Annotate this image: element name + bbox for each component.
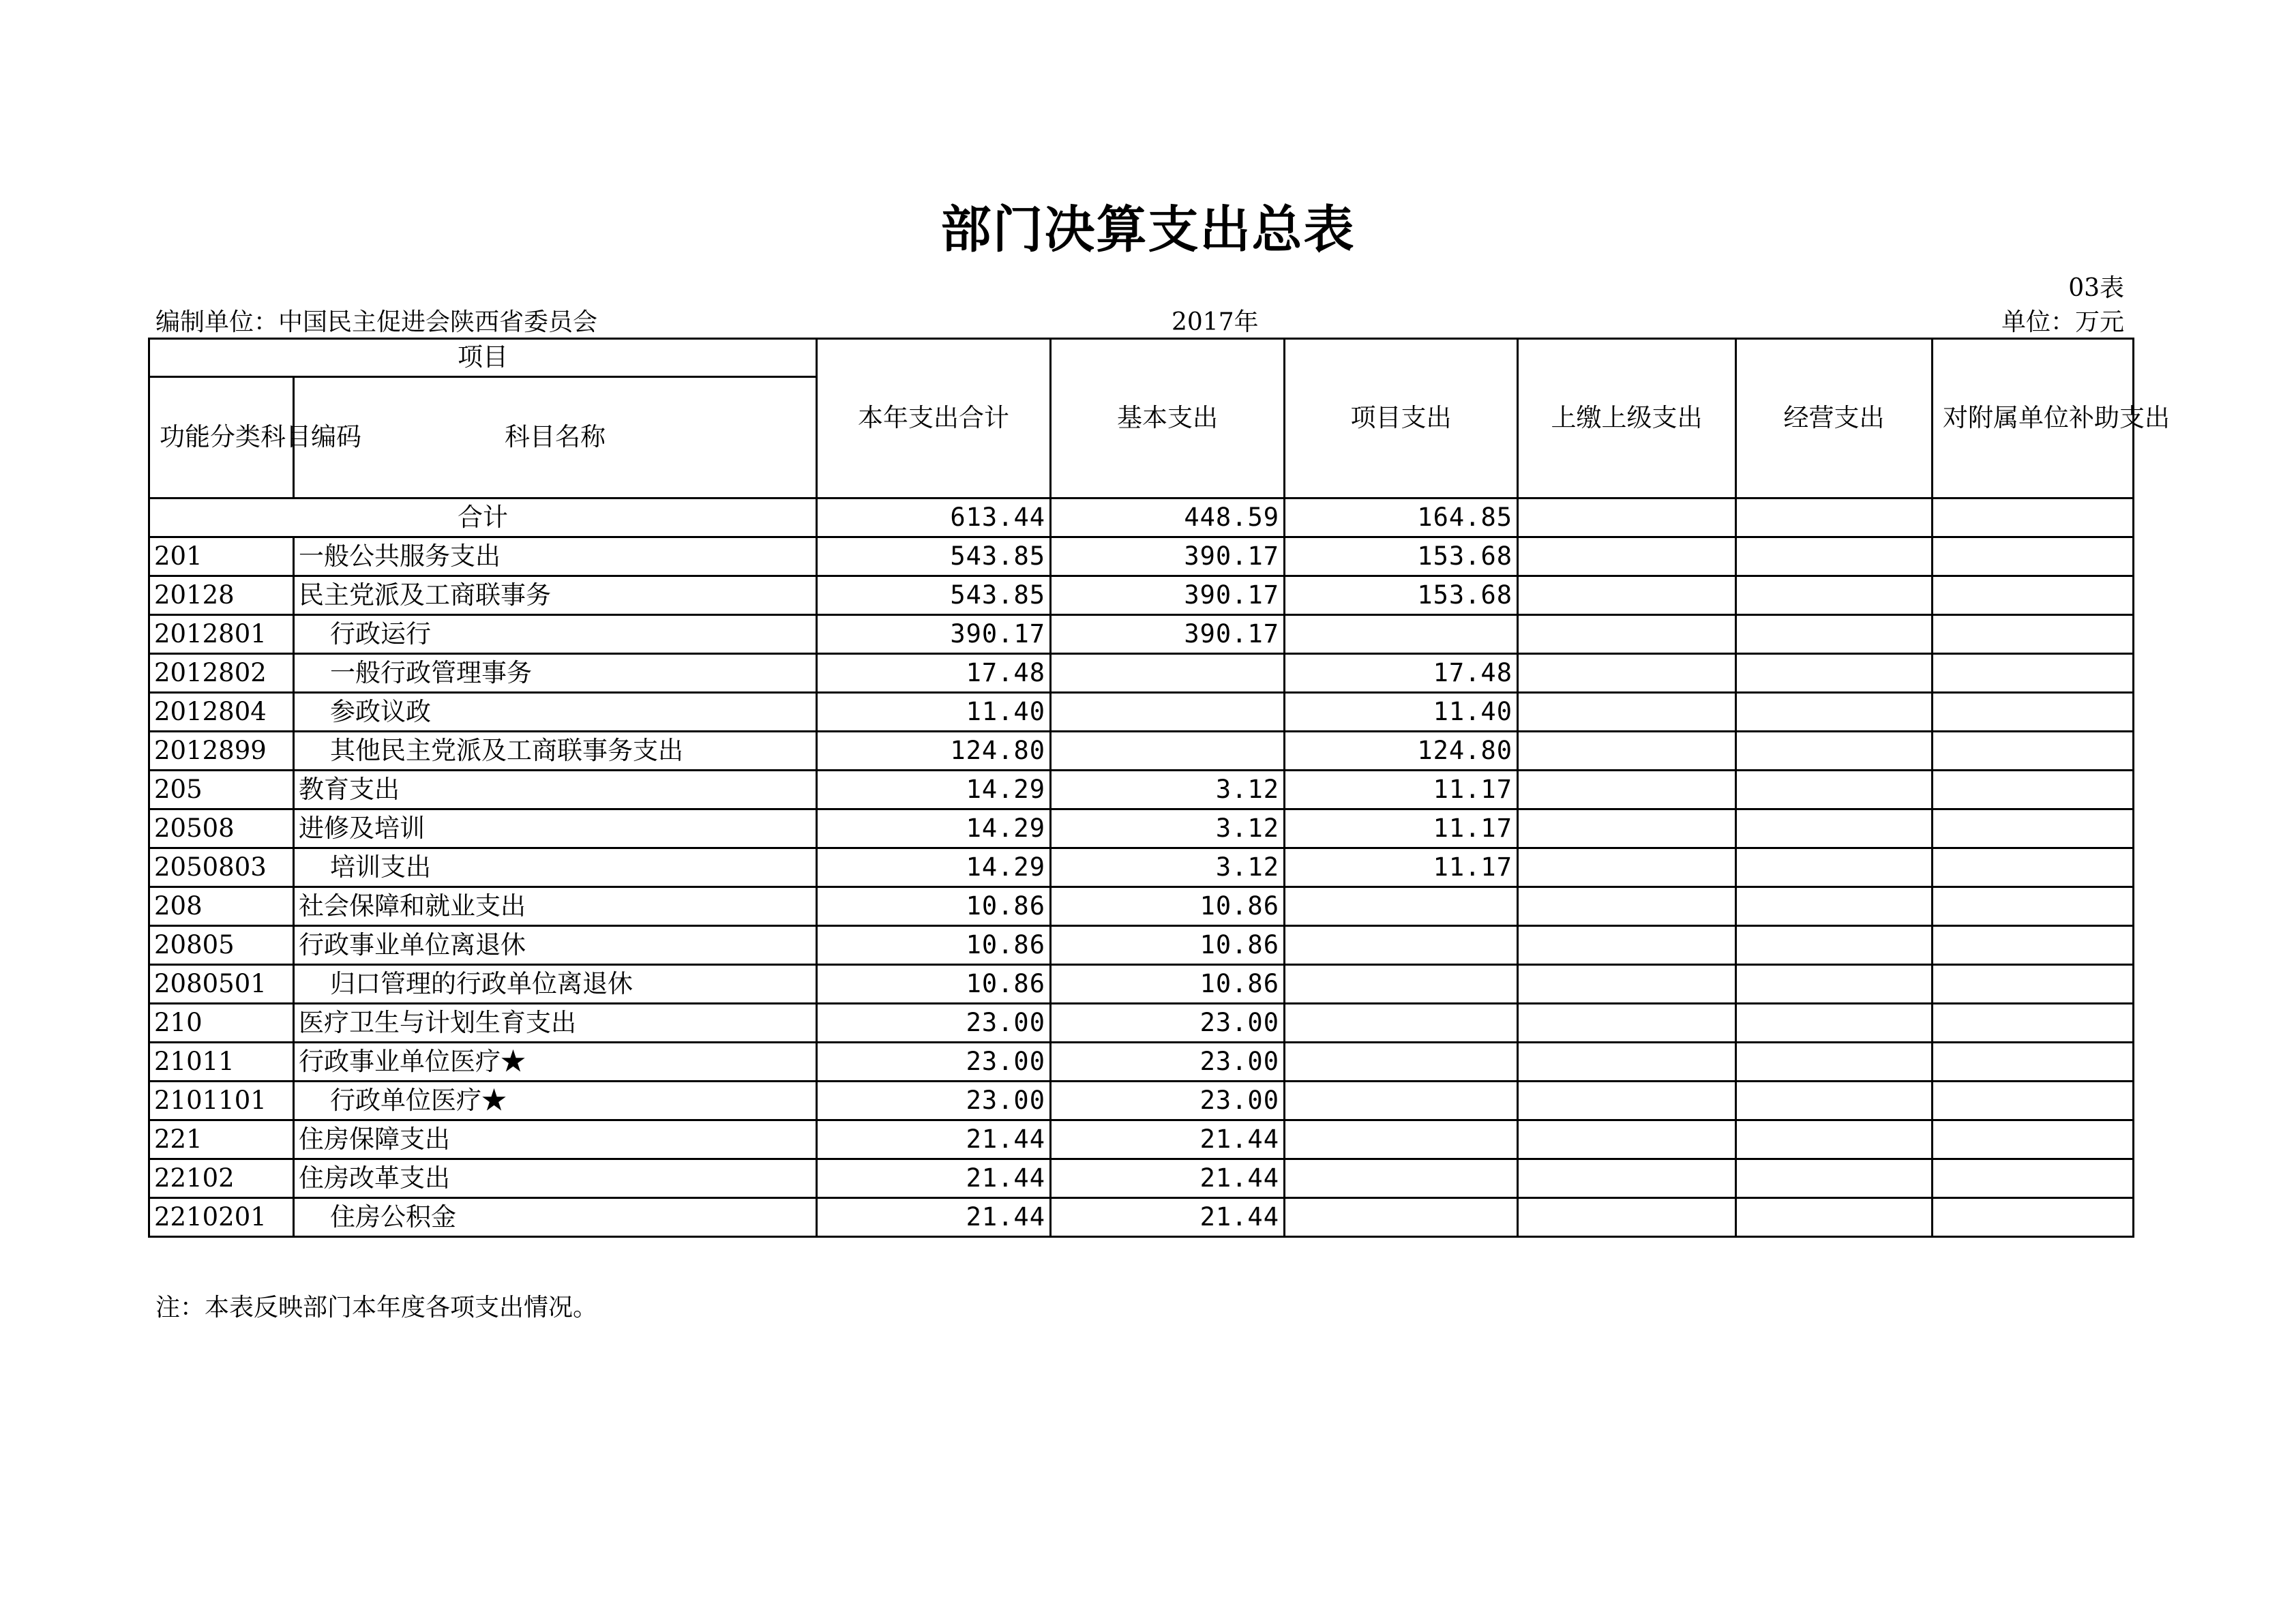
- row-project: [1285, 1082, 1518, 1120]
- row-project: [1285, 1043, 1518, 1082]
- row-code: 20805: [149, 926, 294, 965]
- row-basic: 390.17: [1051, 615, 1285, 654]
- expenditure-table: [148, 338, 2170, 1238]
- row-business: [1736, 771, 1933, 809]
- row-business: [1736, 615, 1933, 654]
- total-total: 613.44: [817, 498, 1051, 537]
- header-name: 科目名称: [294, 377, 817, 498]
- row-upper: [1518, 809, 1736, 848]
- row-name: 行政运行: [294, 615, 817, 654]
- row-code: 2012802: [149, 654, 294, 693]
- row-upper: [1518, 1082, 1736, 1120]
- row-business: [1736, 732, 1933, 771]
- row-subsidy: [1933, 654, 2134, 693]
- row-basic: 23.00: [1051, 1004, 1285, 1043]
- row-name: 民主党派及工商联事务: [294, 576, 817, 615]
- row-basic: 23.00: [1051, 1043, 1285, 1082]
- header-row-1: [149, 339, 2134, 377]
- row-total: 21.44: [817, 1159, 1051, 1198]
- row-project: 11.17: [1285, 848, 1518, 887]
- row-project: 11.17: [1285, 809, 1518, 848]
- year-label: 2017年: [1172, 308, 1259, 336]
- table-row: [149, 1043, 2134, 1082]
- table-row: [149, 809, 2134, 848]
- row-project: 124.80: [1285, 732, 1518, 771]
- row-project: [1285, 1004, 1518, 1043]
- row-code: 21011: [149, 1043, 294, 1082]
- row-basic: 390.17: [1051, 537, 1285, 576]
- row-upper: [1518, 965, 1736, 1004]
- total-upper: [1518, 498, 1736, 537]
- row-subsidy: [1933, 537, 2134, 576]
- row-basic: 23.00: [1051, 1082, 1285, 1120]
- row-subsidy: [1933, 809, 2134, 848]
- row-code: 221: [149, 1120, 294, 1159]
- table-row: [149, 1120, 2134, 1159]
- row-name: 住房公积金: [294, 1198, 817, 1237]
- row-subsidy: [1933, 576, 2134, 615]
- row-subsidy: [1933, 1082, 2134, 1120]
- row-business: [1736, 1082, 1933, 1120]
- row-basic: [1051, 693, 1285, 732]
- row-upper: [1518, 848, 1736, 887]
- row-business: [1736, 887, 1933, 926]
- header-upper: 上缴上级支出: [1518, 339, 1736, 498]
- table-row: [149, 887, 2134, 926]
- row-upper: [1518, 1198, 1736, 1237]
- row-code: 2101101: [149, 1082, 294, 1120]
- row-code: 20508: [149, 809, 294, 848]
- row-name: 行政事业单位离退休: [294, 926, 817, 965]
- row-basic: 10.86: [1051, 965, 1285, 1004]
- row-upper: [1518, 654, 1736, 693]
- row-basic: 3.12: [1051, 848, 1285, 887]
- row-upper: [1518, 537, 1736, 576]
- row-project: [1285, 1198, 1518, 1237]
- header-business: 经营支出: [1736, 339, 1933, 498]
- table-note: 注：本表反映部门本年度各项支出情况。: [155, 1294, 598, 1322]
- row-name: 参政议政: [294, 693, 817, 732]
- row-basic: 10.86: [1051, 926, 1285, 965]
- row-upper: [1518, 887, 1736, 926]
- table-row: [149, 965, 2134, 1004]
- row-upper: [1518, 771, 1736, 809]
- row-total: 390.17: [817, 615, 1051, 654]
- table-row: [149, 1082, 2134, 1120]
- total-business: [1736, 498, 1933, 537]
- table-row: [149, 1159, 2134, 1198]
- row-project: [1285, 1120, 1518, 1159]
- row-project: [1285, 965, 1518, 1004]
- row-business: [1736, 654, 1933, 693]
- row-total: 10.86: [817, 887, 1051, 926]
- row-total: 23.00: [817, 1082, 1051, 1120]
- row-subsidy: [1933, 1198, 2134, 1237]
- org-label: 编制单位：中国民主促进会陕西省委员会: [155, 308, 598, 336]
- row-total: 21.44: [817, 1120, 1051, 1159]
- row-upper: [1518, 1120, 1736, 1159]
- row-project: [1285, 887, 1518, 926]
- row-upper: [1518, 1004, 1736, 1043]
- row-project: [1285, 1159, 1518, 1198]
- row-subsidy: [1933, 1159, 2134, 1198]
- row-project: [1285, 926, 1518, 965]
- row-project: 153.68: [1285, 576, 1518, 615]
- table-row: [149, 615, 2134, 654]
- row-business: [1736, 1120, 1933, 1159]
- row-name: 进修及培训: [294, 809, 817, 848]
- row-code: 2210201: [149, 1198, 294, 1237]
- page-title: 部门决算支出总表: [940, 200, 1356, 259]
- row-subsidy: [1933, 848, 2134, 887]
- row-basic: [1051, 654, 1285, 693]
- row-total: 11.40: [817, 693, 1051, 732]
- row-basic: 3.12: [1051, 771, 1285, 809]
- row-total: 23.00: [817, 1043, 1051, 1082]
- row-name: 住房改革支出: [294, 1159, 817, 1198]
- row-business: [1736, 537, 1933, 576]
- row-code: 205: [149, 771, 294, 809]
- row-upper: [1518, 576, 1736, 615]
- row-total: 10.86: [817, 965, 1051, 1004]
- table-row: [149, 1198, 2134, 1237]
- row-upper: [1518, 693, 1736, 732]
- row-total: 14.29: [817, 848, 1051, 887]
- row-code: 201: [149, 537, 294, 576]
- header-total: 本年支出合计: [817, 339, 1051, 498]
- row-code: 2012899: [149, 732, 294, 771]
- row-business: [1736, 1043, 1933, 1082]
- table-row: [149, 654, 2134, 693]
- row-name: 社会保障和就业支出: [294, 887, 817, 926]
- table-number: 03表: [2068, 274, 2124, 302]
- row-total: 14.29: [817, 809, 1051, 848]
- header-code: 功能分类科目编码: [149, 377, 294, 498]
- row-business: [1736, 1004, 1933, 1043]
- row-name: 行政事业单位医疗★: [294, 1043, 817, 1082]
- row-subsidy: [1933, 887, 2134, 926]
- table-row: [149, 771, 2134, 809]
- table-row: [149, 732, 2134, 771]
- row-name: 医疗卫生与计划生育支出: [294, 1004, 817, 1043]
- row-business: [1736, 926, 1933, 965]
- row-subsidy: [1933, 1043, 2134, 1082]
- row-subsidy: [1933, 771, 2134, 809]
- row-basic: 21.44: [1051, 1198, 1285, 1237]
- row-business: [1736, 809, 1933, 848]
- row-subsidy: [1933, 732, 2134, 771]
- total-subsidy: [1933, 498, 2134, 537]
- row-business: [1736, 848, 1933, 887]
- row-project: 17.48: [1285, 654, 1518, 693]
- row-upper: [1518, 732, 1736, 771]
- row-total: 23.00: [817, 1004, 1051, 1043]
- row-name: 行政单位医疗★: [294, 1082, 817, 1120]
- row-business: [1736, 1159, 1933, 1198]
- row-upper: [1518, 1043, 1736, 1082]
- row-name: 一般行政管理事务: [294, 654, 817, 693]
- header-subsidy: 对附属单位补助支出: [1933, 339, 2134, 498]
- row-code: 210: [149, 1004, 294, 1043]
- total-basic: 448.59: [1051, 498, 1285, 537]
- row-total: 543.85: [817, 576, 1051, 615]
- row-total: 10.86: [817, 926, 1051, 965]
- row-project: [1285, 615, 1518, 654]
- row-basic: [1051, 732, 1285, 771]
- row-upper: [1518, 926, 1736, 965]
- row-business: [1736, 693, 1933, 732]
- row-name: 住房保障支出: [294, 1120, 817, 1159]
- table-row: [149, 848, 2134, 887]
- row-basic: 21.44: [1051, 1120, 1285, 1159]
- unit-label: 单位：万元: [2001, 308, 2124, 336]
- row-code: 2012801: [149, 615, 294, 654]
- row-basic: 10.86: [1051, 887, 1285, 926]
- table-row: [149, 693, 2134, 732]
- row-project: 11.40: [1285, 693, 1518, 732]
- row-name: 归口管理的行政单位离退休: [294, 965, 817, 1004]
- row-upper: [1518, 1159, 1736, 1198]
- row-name: 教育支出: [294, 771, 817, 809]
- header-item: 项目: [149, 339, 817, 377]
- row-total: 17.48: [817, 654, 1051, 693]
- row-code: 2050803: [149, 848, 294, 887]
- total-label: 合计: [149, 498, 817, 537]
- row-subsidy: [1933, 926, 2134, 965]
- row-code: 20128: [149, 576, 294, 615]
- header-basic: 基本支出: [1051, 339, 1285, 498]
- row-code: 2080501: [149, 965, 294, 1004]
- row-total: 14.29: [817, 771, 1051, 809]
- total-project: 164.85: [1285, 498, 1518, 537]
- row-name: 其他民主党派及工商联事务支出: [294, 732, 817, 771]
- table-row: [149, 576, 2134, 615]
- row-basic: 3.12: [1051, 809, 1285, 848]
- row-basic: 390.17: [1051, 576, 1285, 615]
- row-project: 11.17: [1285, 771, 1518, 809]
- header-project: 项目支出: [1285, 339, 1518, 498]
- row-code: 208: [149, 887, 294, 926]
- row-subsidy: [1933, 1120, 2134, 1159]
- table-row: [149, 926, 2134, 965]
- row-business: [1736, 965, 1933, 1004]
- row-code: 2012804: [149, 693, 294, 732]
- row-total: 543.85: [817, 537, 1051, 576]
- table-row: [149, 537, 2134, 576]
- table-row: [149, 1004, 2134, 1043]
- row-subsidy: [1933, 615, 2134, 654]
- row-subsidy: [1933, 693, 2134, 732]
- row-total: 124.80: [817, 732, 1051, 771]
- row-code: 22102: [149, 1159, 294, 1198]
- row-upper: [1518, 615, 1736, 654]
- row-name: 一般公共服务支出: [294, 537, 817, 576]
- row-project: 153.68: [1285, 537, 1518, 576]
- total-row: [149, 498, 2134, 537]
- row-subsidy: [1933, 965, 2134, 1004]
- row-subsidy: [1933, 1004, 2134, 1043]
- row-total: 21.44: [817, 1198, 1051, 1237]
- row-business: [1736, 576, 1933, 615]
- row-name: 培训支出: [294, 848, 817, 887]
- row-basic: 21.44: [1051, 1159, 1285, 1198]
- row-business: [1736, 1198, 1933, 1237]
